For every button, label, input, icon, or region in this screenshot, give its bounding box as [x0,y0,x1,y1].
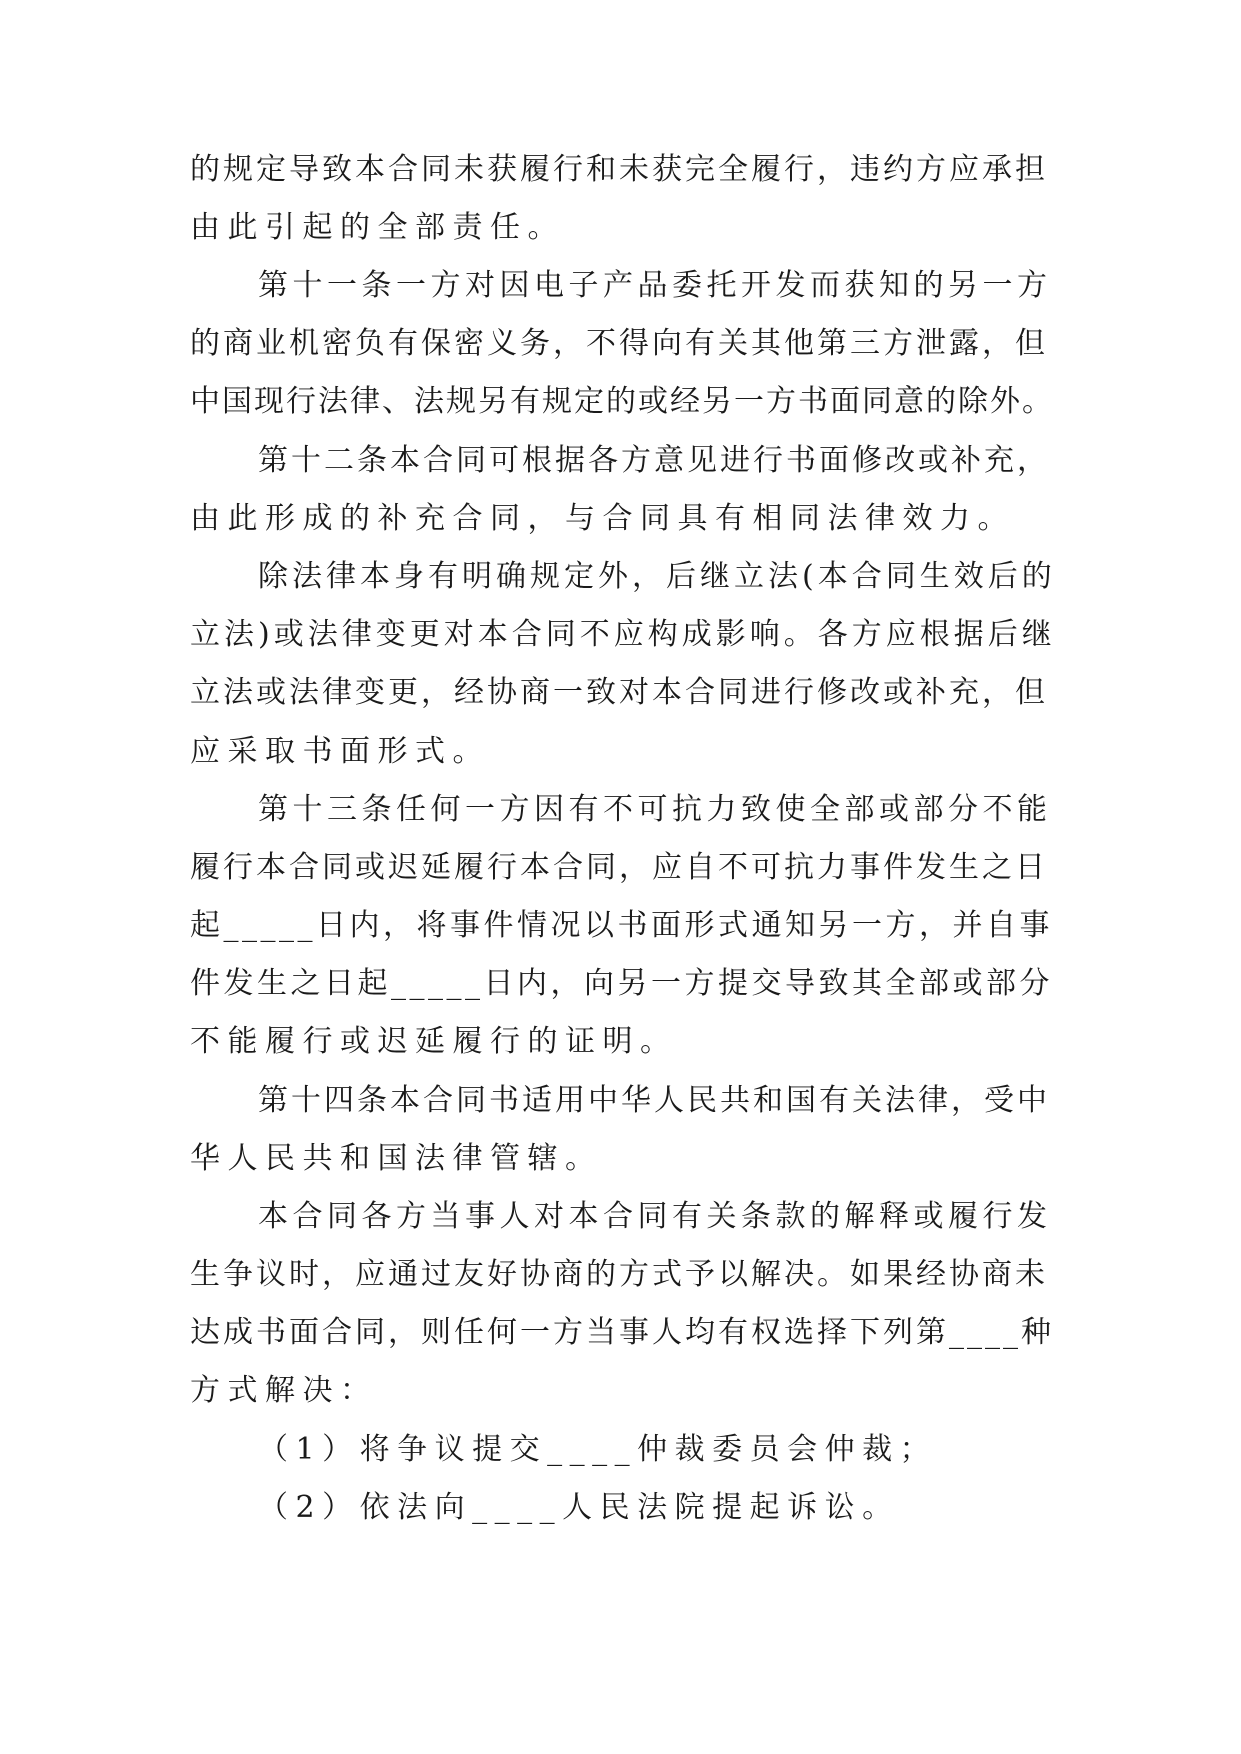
text-line: 达成书面合同，则任何一方当事人均有权选择下列第____种 [190,1315,1054,1350]
paragraph-article-12: 第十二条本合同可根据各方意见进行书面修改或补充， [258,443,1050,478]
text-line: 的商业机密负有保密义务，不得向有关其他第三方泄露，但 [190,326,1048,361]
text-line: 履行本合同或迟延履行本合同，应自不可抗力事件发生之日 [190,850,1048,885]
text-line: 起_____日内，将事件情况以书面形式通知另一方，并自事 [190,908,1053,943]
text-line: 立法或法律变更，经协商一致对本合同进行修改或补充，但 [190,675,1048,710]
paragraph-article-14: 第十四条本合同书适用中华人民共和国有关法律，受中 [258,1083,1050,1118]
text-line: 华人民共和国法律管辖。 [190,1141,603,1176]
text-line: 方式解决： [190,1373,378,1408]
text-line: 应采取书面形式。 [190,734,490,769]
paragraph-legislation: 除法律本身有明确规定外，后继立法(本合同生效后的 [258,559,1056,594]
text-line: 中国现行法律、法规另有规定的或经另一方书面同意的除外。 [190,384,1054,419]
paragraph-dispute: 本合同各方当事人对本合同有关条款的解释或履行发 [258,1199,1052,1234]
text-line: 的规定导致本合同未获履行和未获完全履行，违约方应承担 [190,152,1048,187]
paragraph-article-13: 第十三条任何一方因有不可抗力致使全部或部分不能 [258,792,1052,827]
text-line: 由此引起的全部责任。 [190,210,565,245]
text-line: 件发生之日起_____日内，向另一方提交导致其全部或部分 [190,966,1053,1001]
text-line: 生争议时，应通过友好协商的方式予以解决。如果经协商未 [190,1257,1048,1292]
paragraph-article-11: 第十一条一方对因电子产品委托开发而获知的另一方 [258,268,1052,303]
text-line: 立法)或法律变更对本合同不应构成影响。各方应根据后继 [190,617,1056,652]
list-item-arbitration: （1）将争议提交____仲裁委员会仲裁； [258,1432,938,1467]
text-line: 不能履行或迟延履行的证明。 [190,1024,678,1059]
list-item-litigation: （2）依法向____人民法院提起诉讼。 [258,1490,900,1525]
text-line: 由此形成的补充合同，与合同具有相同法律效力。 [190,501,1015,536]
